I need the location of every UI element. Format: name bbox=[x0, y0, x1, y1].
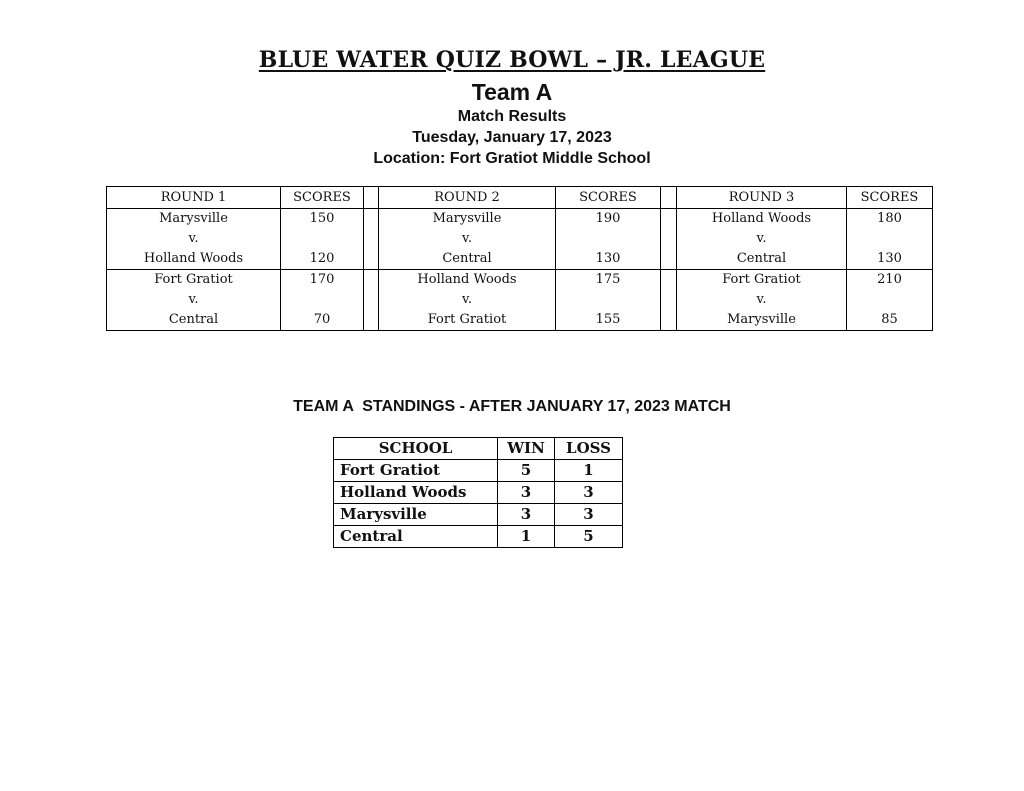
school-name: Fort Gratiot bbox=[334, 460, 498, 482]
round-1-header: ROUND 1 bbox=[107, 187, 281, 209]
team-score: 85 bbox=[847, 310, 933, 331]
team-score: 120 bbox=[281, 249, 364, 270]
versus-label: v. bbox=[107, 290, 281, 310]
column-gap bbox=[364, 310, 379, 331]
standings-title-team: TEAM A bbox=[293, 398, 354, 415]
team-name: Fort Gratiot bbox=[677, 270, 847, 291]
versus-label: v. bbox=[379, 290, 556, 310]
team-name: Central bbox=[677, 249, 847, 270]
team-name: Marysville bbox=[107, 209, 281, 230]
team-name: Holland Woods bbox=[677, 209, 847, 230]
empty-cell bbox=[556, 290, 661, 310]
team-name: Central bbox=[379, 249, 556, 270]
table-row bbox=[107, 229, 933, 249]
table-row bbox=[334, 504, 623, 526]
team-title: Team A bbox=[471, 79, 553, 105]
team-score: 175 bbox=[556, 270, 661, 291]
versus-label: v. bbox=[379, 229, 556, 249]
empty-cell bbox=[847, 290, 933, 310]
column-gap bbox=[364, 270, 379, 291]
empty-cell bbox=[281, 290, 364, 310]
table-row bbox=[334, 526, 623, 548]
versus-label: v. bbox=[107, 229, 281, 249]
column-gap bbox=[364, 290, 379, 310]
standings-title bbox=[0, 398, 1024, 416]
loss-count: 3 bbox=[555, 482, 623, 504]
win-column-header: WIN bbox=[498, 438, 555, 460]
empty-cell bbox=[556, 229, 661, 249]
empty-cell bbox=[281, 229, 364, 249]
win-count: 3 bbox=[498, 482, 555, 504]
school-name: Holland Woods bbox=[334, 482, 498, 504]
team-name: Central bbox=[107, 310, 281, 331]
column-gap bbox=[661, 310, 677, 331]
team-name: Marysville bbox=[677, 310, 847, 331]
team-name: Fort Gratiot bbox=[379, 310, 556, 331]
team-name: Fort Gratiot bbox=[107, 270, 281, 291]
team-name: Holland Woods bbox=[107, 249, 281, 270]
team-score: 130 bbox=[847, 249, 933, 270]
column-gap bbox=[661, 249, 677, 270]
school-column-header: SCHOOL bbox=[334, 438, 498, 460]
versus-label: v. bbox=[677, 290, 847, 310]
table-row bbox=[107, 310, 933, 331]
table-row bbox=[107, 249, 933, 270]
loss-column-header: LOSS bbox=[555, 438, 623, 460]
win-count: 3 bbox=[498, 504, 555, 526]
match-location: Location: Fort Gratiot Middle School bbox=[373, 150, 651, 167]
empty-cell bbox=[847, 229, 933, 249]
team-score: 155 bbox=[556, 310, 661, 331]
standings-table bbox=[333, 437, 623, 548]
round-1-scores-header: SCORES bbox=[281, 187, 364, 209]
team-score: 180 bbox=[847, 209, 933, 230]
table-row bbox=[107, 270, 933, 291]
loss-count: 5 bbox=[555, 526, 623, 548]
standings-header-row bbox=[334, 438, 623, 460]
match-date: Tuesday, January 17, 2023 bbox=[412, 129, 612, 146]
team-score: 190 bbox=[556, 209, 661, 230]
column-gap bbox=[364, 209, 379, 230]
table-row bbox=[334, 460, 623, 482]
win-count: 1 bbox=[498, 526, 555, 548]
team-score: 130 bbox=[556, 249, 661, 270]
win-count: 5 bbox=[498, 460, 555, 482]
school-name: Central bbox=[334, 526, 498, 548]
column-gap bbox=[364, 187, 379, 209]
team-name: Holland Woods bbox=[379, 270, 556, 291]
results-header-row bbox=[107, 187, 933, 209]
team-score: 70 bbox=[281, 310, 364, 331]
column-gap bbox=[364, 229, 379, 249]
loss-count: 3 bbox=[555, 504, 623, 526]
team-score: 150 bbox=[281, 209, 364, 230]
round-3-header: ROUND 3 bbox=[677, 187, 847, 209]
team-name: Marysville bbox=[379, 209, 556, 230]
table-row bbox=[107, 290, 933, 310]
column-gap bbox=[661, 270, 677, 291]
column-gap bbox=[661, 229, 677, 249]
round-2-header: ROUND 2 bbox=[379, 187, 556, 209]
match-results-subtitle: Match Results bbox=[457, 108, 567, 125]
match-results-table bbox=[106, 186, 933, 331]
team-score: 170 bbox=[281, 270, 364, 291]
school-name: Marysville bbox=[334, 504, 498, 526]
column-gap bbox=[661, 187, 677, 209]
round-2-scores-header: SCORES bbox=[556, 187, 661, 209]
versus-label: v. bbox=[677, 229, 847, 249]
column-gap bbox=[661, 290, 677, 310]
loss-count: 1 bbox=[555, 460, 623, 482]
table-row bbox=[107, 209, 933, 230]
league-title: BLUE WATER QUIZ BOWL – JR. LEAGUE bbox=[258, 47, 766, 73]
round-3-scores-header: SCORES bbox=[847, 187, 933, 209]
table-row bbox=[334, 482, 623, 504]
team-score: 210 bbox=[847, 270, 933, 291]
column-gap bbox=[364, 249, 379, 270]
column-gap bbox=[661, 209, 677, 230]
standings-title-rest: STANDINGS - AFTER JANUARY 17, 2023 MATCH bbox=[362, 398, 731, 415]
